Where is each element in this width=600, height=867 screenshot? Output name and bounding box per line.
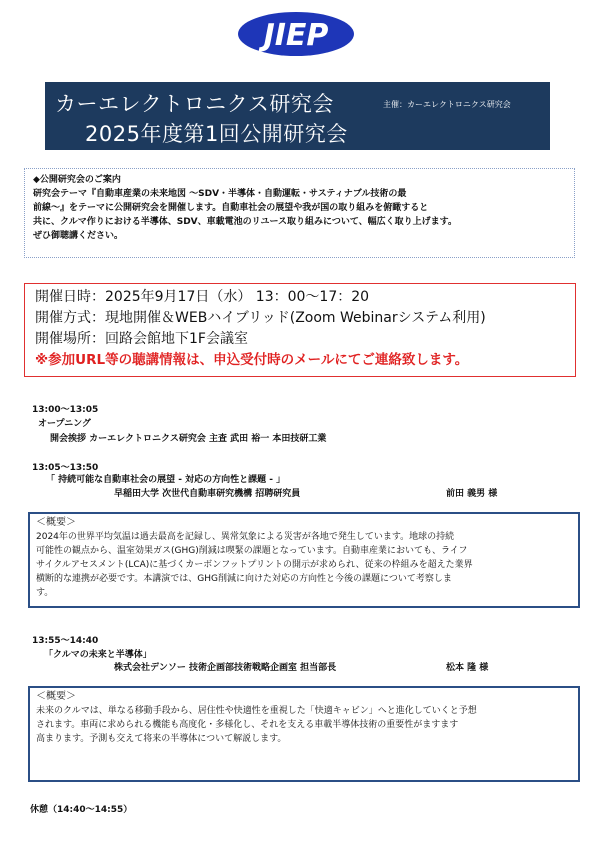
session1-title: オープニング bbox=[38, 419, 91, 429]
abstract-line: 高まります。予測も交えて将来の半導体について解説します。 bbox=[36, 734, 287, 744]
session2-abstract-heading: ＜概要＞ bbox=[36, 517, 76, 528]
intro-line: 研究会テーマ『自動車産業の未来地図 ～SDV・半導体・自動運転・サスティナブル技術の最 bbox=[33, 189, 407, 199]
session2-speaker: 前田 義男 様 bbox=[446, 489, 498, 499]
abstract-line: 2024年の世界平均気温は過去最高を記録し、異常気象による災害が各地で発生しています。地球の持続 bbox=[36, 532, 455, 542]
session1-detail: 開会挨拶 カーエレクトロニクス研究会 主査 武田 裕一 本田技研工業 bbox=[50, 434, 327, 444]
break-time: 休憩（14:40～14:55） bbox=[30, 805, 133, 815]
event-notice: ※参加URL等の聴講情報は、申込受付時のメールにてご連絡致します。 bbox=[35, 352, 469, 368]
banner-host: 主催：カーエレクトロニクス研究会 bbox=[383, 100, 511, 109]
jiep-logo bbox=[236, 10, 356, 58]
intro-heading: ◆公開研究会のご案内 bbox=[33, 175, 121, 185]
session2-time: 13:05～13:50 bbox=[32, 463, 99, 473]
intro-line: ぜひ御聴講ください。 bbox=[33, 231, 124, 241]
abstract-line: す。 bbox=[36, 588, 54, 598]
title-banner bbox=[45, 82, 550, 150]
session3-abstract bbox=[28, 686, 580, 782]
banner-title-line2: 2025年度第1回公開研究会 bbox=[85, 122, 348, 146]
event-info-box bbox=[24, 283, 576, 377]
banner-title-line1: カーエレクトロニクス研究会 bbox=[55, 92, 334, 116]
abstract-line: されます。車両に求められる機能も高度化・多様化し、それを支える車載半導体技術の重要性がますます bbox=[36, 720, 459, 730]
abstract-line: 可能性の観点から、温室効果ガス(GHG)削減は喫緊の課題となっています。自動車産業においても、ライフ bbox=[36, 546, 468, 556]
intro-box bbox=[24, 168, 575, 258]
session3-time: 13:55～14:40 bbox=[32, 636, 99, 646]
logo-text: JIEP bbox=[263, 18, 329, 53]
session3-affiliation: 株式会社デンソー 技術企画部技術戦略企画室 担当部長 bbox=[114, 663, 337, 673]
session2-abstract bbox=[28, 512, 580, 608]
event-format: 開催方式：現地開催＆WEBハイブリッド(Zoom Webinarシステム利用) bbox=[35, 310, 486, 326]
intro-line: 前線～』をテーマに公開研究会を開催します。自動車社会の展望や我が国の取り組みを俯瞰すると bbox=[33, 203, 429, 213]
event-date: 開催日時：2025年9月17日（水） 13：00～17：20 bbox=[35, 289, 370, 305]
session2-title: 「 持続可能な自動車社会の展望 - 対応の方向性と課題 - 」 bbox=[46, 475, 286, 485]
session1-time: 13:00～13:05 bbox=[32, 405, 99, 415]
session2-affiliation: 早稲田大学 次世代自動車研究機構 招聘研究員 bbox=[114, 489, 301, 499]
session3-title: 「クルマの未来と半導体」 bbox=[44, 650, 152, 660]
abstract-line: サイクルアセスメント(LCA)に基づくカーボンフットプリントの開示が求められ、従来の枠組みを超えた業界 bbox=[36, 560, 473, 570]
session3-speaker: 松本 隆 様 bbox=[446, 663, 489, 673]
event-venue: 開催場所：回路会館地下1F会議室 bbox=[35, 331, 248, 347]
intro-line: 共に、クルマ作りにおける半導体、SDV、車載電池のリユース取り組みについて、幅広く取り上げます。 bbox=[33, 217, 457, 227]
abstract-line: 未来のクルマは、単なる移動手段から、居住性や快適性を重視した「快適キャビン」へと進化していくと予想 bbox=[36, 706, 477, 716]
session3-abstract-heading: ＜概要＞ bbox=[36, 691, 76, 702]
abstract-line: 横断的な連携が必要です。本講演では、GHG削減に向けた対応の方向性と今後の課題について考察しま bbox=[36, 574, 452, 584]
